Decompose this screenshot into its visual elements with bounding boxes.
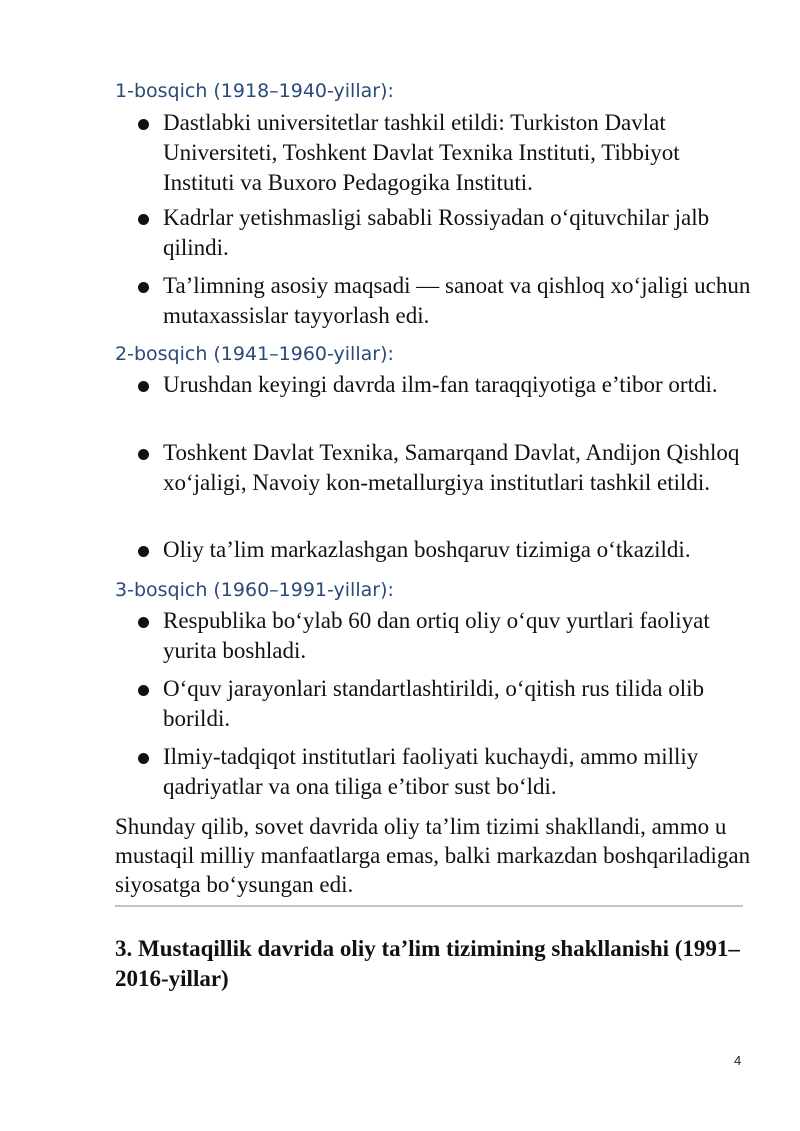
list-item-text: Ta’limning asosiy maqsadi — sanoat va qishloq xo‘jaligi uchun mutaxassislar tayyorlash edi. <box>163 273 751 328</box>
list-item-text: Toshkent Davlat Texnika, Samarqand Davlat, Andijon Qishloq xo‘jaligi, Navoiy kon-metallurgiya institutlari tashkil etildi. <box>163 440 740 495</box>
bullet-icon <box>138 685 149 696</box>
horizontal-divider <box>115 905 743 907</box>
list-item-text: Respublika bo‘ylab 60 dan ortiq oliy o‘quv yurtlari faoliyat yurita boshladi. <box>163 608 710 663</box>
section-title: 3. Mustaqillik davrida oliy ta’lim tizimining shakllanishi (1991–2016-yillar) <box>115 936 740 991</box>
stage-heading-1: 1-bosqich (1918–1940-yillar): <box>115 80 394 102</box>
page-number: 4 <box>734 1053 742 1068</box>
list-item-text: Kadrlar yetishmasligi sababli Rossiyadan o‘qituvchilar jalb qilindi. <box>163 205 710 260</box>
list-item-text: Oliy ta’lim markazlashgan boshqaruv tizimiga o‘tkazildi. <box>163 537 691 562</box>
bullet-icon <box>138 449 149 460</box>
bullet-icon <box>138 546 149 557</box>
bullet-icon <box>138 617 149 628</box>
summary-paragraph: Shunday qilib, sovet davrida oliy ta’lim tizimi shakllandi, ammo u mustaqil milliy manfaatlarga emas, balki markazdan boshqariladigan siyosatga bo‘ysungan edi. <box>115 814 751 897</box>
bullet-icon <box>138 381 149 392</box>
stage-heading-3: 3-bosqich (1960–1991-yillar): <box>115 579 394 601</box>
stage-heading-2: 2-bosqich (1941–1960-yillar): <box>115 343 394 365</box>
bullet-icon <box>138 214 149 225</box>
bullet-icon <box>138 282 149 293</box>
bullet-icon <box>138 119 149 130</box>
list-item-text: O‘quv jarayonlari standartlashtirildi, o‘qitish rus tilida olib borildi. <box>163 676 705 731</box>
list-item-text: Dastlabki universitetlar tashkil etildi: Turkiston Davlat Universiteti, Toshkent Davlat Texnika Instituti, Tibbiyot Instituti va Buxoro Pedagogika Instituti. <box>163 110 680 195</box>
bullet-icon <box>138 753 149 764</box>
list-item-text: Urushdan keyingi davrda ilm-fan taraqqiyotiga e’tibor ortdi. <box>163 372 718 397</box>
list-item-text: Ilmiy-tadqiqot institutlari faoliyati kuchaydi, ammo milliy qadriyatlar va ona tiliga e’tibor sust bo‘ldi. <box>163 744 699 799</box>
